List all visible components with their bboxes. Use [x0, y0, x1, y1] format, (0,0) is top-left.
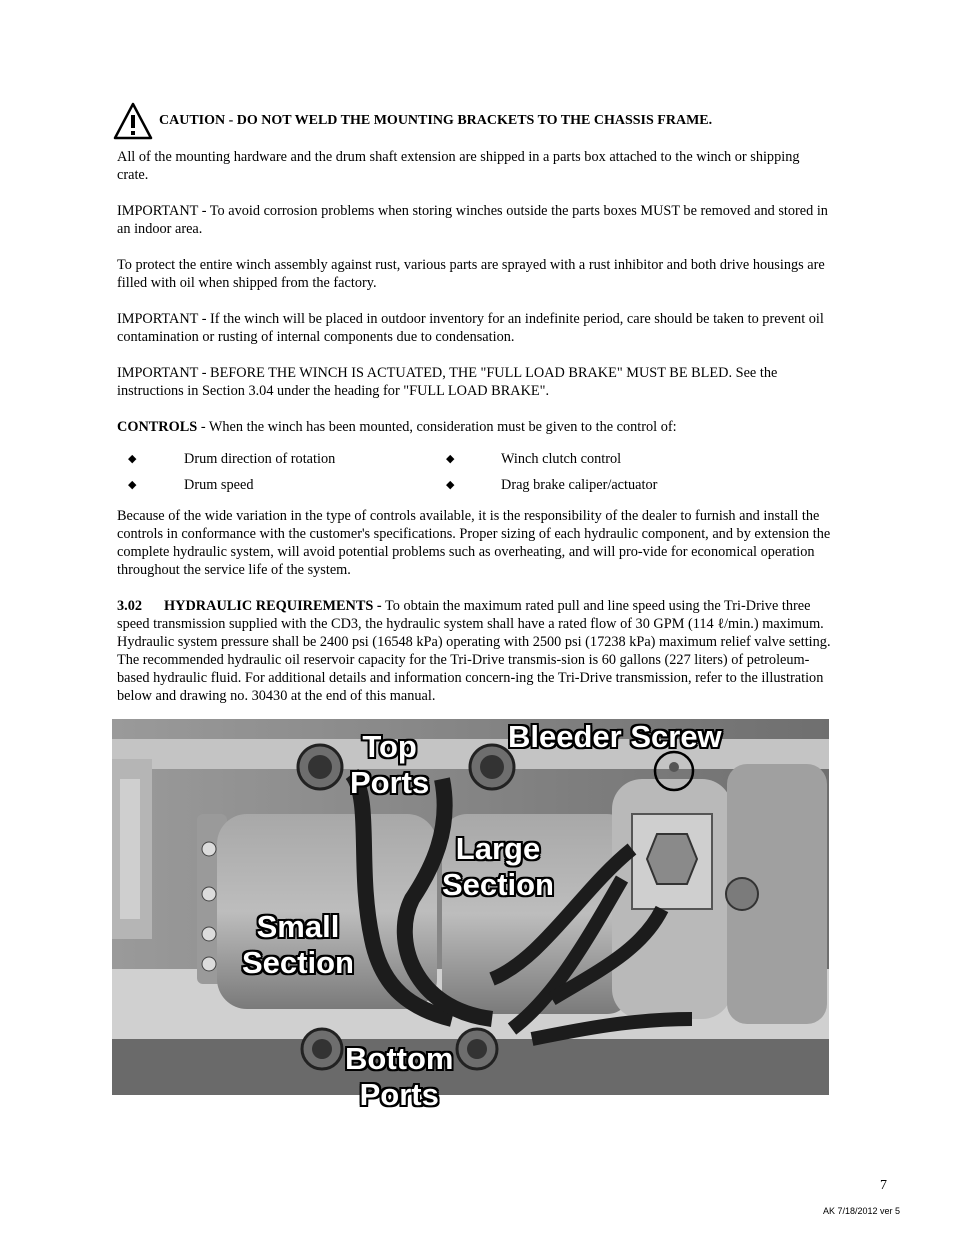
caution-notice [113, 101, 833, 141]
bullet-icon: ◆ [128, 453, 137, 465]
paragraph-rust-protection: To protect the entire winch assembly against rust, various parts are sprayed with a rust inhibitor and both drive housings are filled with oil when shipped from the factory. [117, 257, 825, 291]
list-item: Drum speed [184, 477, 254, 493]
paragraph-brake-bleed: IMPORTANT - BEFORE THE WINCH IS ACTUATED, THE "FULL LOAD BRAKE" MUST BE BLED. See the instructions in Section 3.04 under the heading for "FULL LOAD BRAKE". [117, 365, 778, 399]
bullet-icon: ◆ [446, 453, 455, 465]
controls-heading: CONTROLS [117, 419, 198, 435]
page-number: 7 [880, 1178, 887, 1193]
hydraulic-motor-photo [112, 719, 829, 1095]
section-text: To obtain the maximum rated pull and line speed using the Tri-Drive three speed transmission supplied with the CD3, the hydraulic system shall have a rated flow of 30 GPM (114 ℓ/min.) maximum. Hydraulic system pressure shall be 2400 psi (16548 kPa) operating with 2500 psi (17238 kPa) maximum relief valve setting. The recommended hydraulic oil reservoir capacity for the Tri-Drive transmis-sion is 60 gallons (227 liters) of petroleum-based hydraulic fluid. For additional details and information concern-ing the Tri-Drive transmission, refer to the illustration below and drawing no. 30430 at the end of this manual. [117, 598, 831, 704]
paragraph-controls [117, 418, 833, 436]
list-item: Drag brake caliper/actuator [501, 477, 658, 493]
section-number: 3.02 [117, 598, 143, 614]
bullet-icon: ◆ [128, 479, 137, 491]
controls-intro: - When the winch has been mounted, consideration must be given to the control of: [197, 419, 677, 435]
list-item: Winch clutch control [501, 451, 622, 467]
paragraph-hydraulic-requirements [117, 597, 833, 705]
paragraph-storage: IMPORTANT - To avoid corrosion problems when storing winches outside the parts boxes MUST be removed and stored in an indoor area. [117, 203, 828, 237]
label-small-section: Small Section [242, 909, 354, 980]
label-bottom-ports: Bottom Ports [345, 1041, 454, 1112]
section-heading: HYDRAULIC REQUIREMENTS - [164, 598, 382, 614]
paragraph-controls-responsibility: Because of the wide variation in the type of controls available, it is the responsibility of the dealer to furnish and install the controls in conformance with the customer's specifications. Proper sizing of each hydraulic component, and by extension the complete hydraulic system, will avoid potential problems such as overheating, and will pro-vide for economical operation throughout the service life of the system. [117, 508, 831, 578]
caution-text: CAUTION - DO NOT WELD THE MOUNTING BRACKETS TO THE CHASSIS FRAME. [159, 113, 713, 128]
label-bleeder-screw: Bleeder Screw [508, 719, 722, 754]
warning-triangle-icon [113, 101, 153, 141]
photo-drawing [112, 719, 829, 1095]
label-large-section: Large Section [442, 831, 554, 902]
bullet-icon: ◆ [446, 479, 455, 491]
paragraph-outdoor-inventory: IMPORTANT - If the winch will be placed in outdoor inventory for an indefinite period, care should be taken to prevent oil contamination or rusting of internal components due to condensation. [117, 311, 824, 345]
list-item: Drum direction of rotation [184, 451, 336, 467]
label-top-ports: Top Ports [350, 729, 430, 800]
version-stamp: AK 7/18/2012 ver 5 [823, 1206, 901, 1216]
paragraph-shipping: All of the mounting hardware and the drum shaft extension are shipped in a parts box attached to the winch or shipping crate. [117, 149, 800, 183]
